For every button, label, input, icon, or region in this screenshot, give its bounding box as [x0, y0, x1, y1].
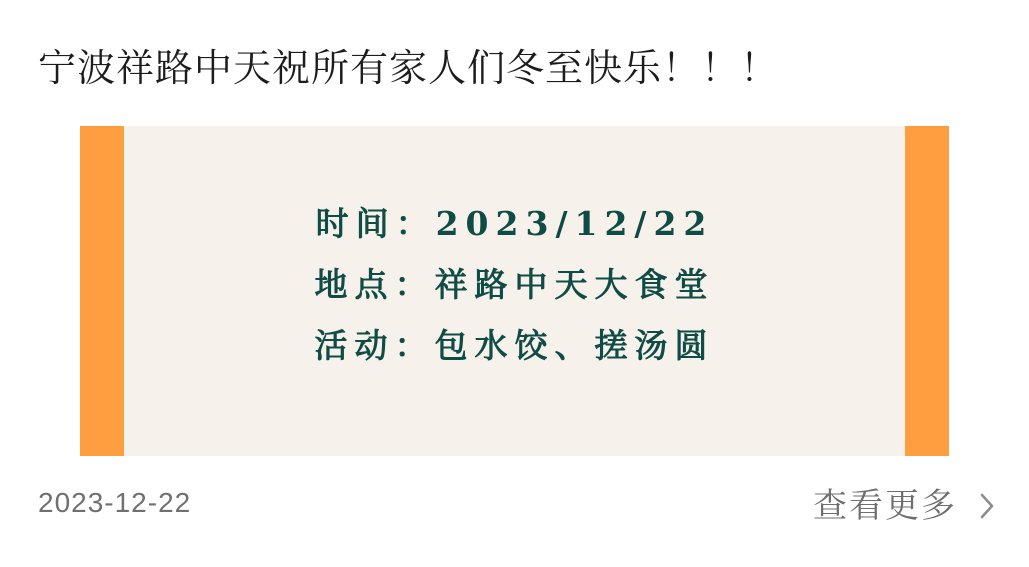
- banner-right-stripe: [905, 126, 949, 456]
- event-location-line: 地点：祥路中天大食堂: [314, 265, 715, 304]
- view-more-link[interactable]: [813, 484, 995, 528]
- event-activity-line: 活动：包水饺、搓汤圆: [314, 326, 715, 365]
- event-banner[interactable]: [80, 126, 949, 456]
- article-title[interactable]: 宁波祥路中天祝所有家人们冬至快乐！！！: [38, 46, 780, 90]
- publish-date: 2023-12-22: [38, 487, 192, 518]
- view-more-label: 查看更多: [813, 486, 957, 526]
- chevron-right-icon: [979, 492, 995, 520]
- banner-left-stripe: [80, 126, 124, 456]
- event-time-line: 时间：2023/12/22: [315, 204, 714, 243]
- event-details: [124, 126, 905, 456]
